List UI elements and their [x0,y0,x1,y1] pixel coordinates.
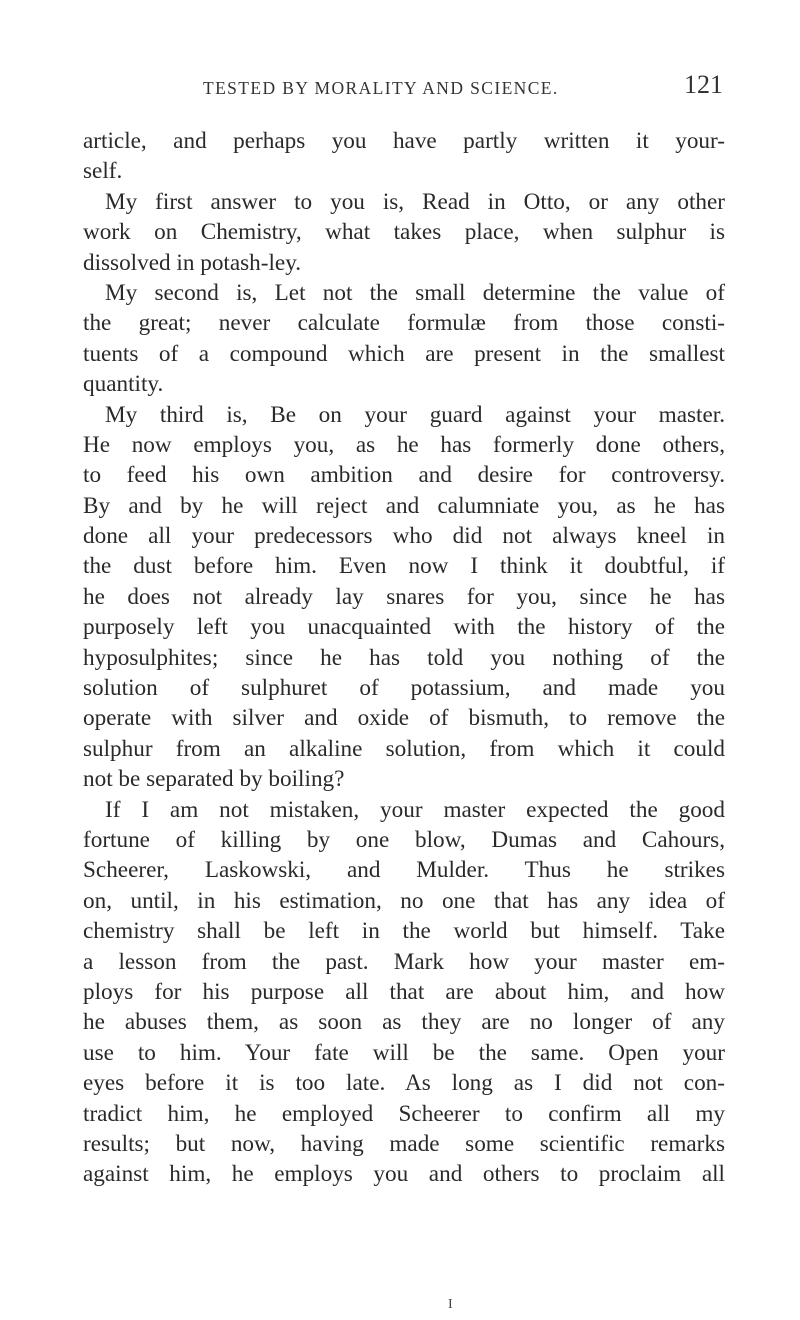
text-line: hyposulphites; since he has told you nothing of the [83,644,725,671]
text-line: against him, he employs you and others to proclaim all [83,1161,725,1188]
text-line: self. [83,158,123,185]
text-line: tradict him, he employed Scheerer to confirm all my [83,1100,725,1127]
text-line: tuents of a compound which are present in the smallest [83,340,725,367]
text-line: If I am not mistaken, your master expected the good [105,796,725,823]
text-line: results; but now, having made some scientific remarks [83,1130,725,1157]
text-line: He now employs you, as he has formerly done others, [83,431,725,458]
text-line: purposely left you unacquainted with the history of the [83,614,725,641]
text-line: My second is, Let not the small determine the value of [105,279,725,306]
text-line: article, and perhaps you have partly written it your- [83,128,725,154]
text-line: ploys for his purpose all that are about him, and how [83,978,725,1005]
text-line: the great; never calculate formulæ from those consti- [83,310,725,337]
text-line: to feed his own ambition and desire for controversy. [83,462,725,489]
text-line: done all your predecessors who did not always kneel in [83,523,725,550]
text-line: he abuses them, as soon as they are no longer of any [83,1009,725,1036]
text-line: By and by he will reject and calumniate you, as he has [83,492,725,519]
text-line: on, until, in his estimation, no one that has any idea of [83,887,725,914]
text-line: eyes before it is too late. As long as I did not con- [83,1070,725,1097]
signature-mark: I [448,1297,453,1312]
text-line: sulphur from an alkaline solution, from which it could [83,735,725,762]
text-line: work on Chemistry, what takes place, when sulphur is [83,219,725,246]
text-line: chemistry shall be left in the world but himself. Take [83,918,725,945]
text-line: not be separated by boiling? [83,766,345,793]
running-head: TESTED BY MORALITY AND SCIENCE. [203,78,559,98]
page-header [83,70,723,110]
text-line: solution of sulphuret of potassium, and made you [83,675,725,702]
body-text [83,126,725,1190]
text-line: operate with silver and oxide of bismuth, to remove the [83,705,725,732]
text-line: My first answer to you is, Read in Otto, or any other [105,188,725,215]
text-line: use to him. Your fate will be the same. Open your [83,1039,725,1066]
text-line: a lesson from the past. Mark how your master em- [83,948,725,975]
text-line: quantity. [83,371,164,398]
text-line: dissolved in potash-ley. [83,249,302,276]
text-line: fortune of killing by one blow, Dumas and Cahours, [83,826,725,853]
text-line: he does not already lay snares for you, since he has [83,583,725,610]
text-line: My third is, Be on your guard against your master. [105,401,725,428]
page-number: 121 [684,70,723,99]
text-line: the dust before him. Even now I think it doubtful, if [83,553,725,580]
text-line: Scheerer, Laskowski, and Mulder. Thus he strikes [83,857,725,884]
